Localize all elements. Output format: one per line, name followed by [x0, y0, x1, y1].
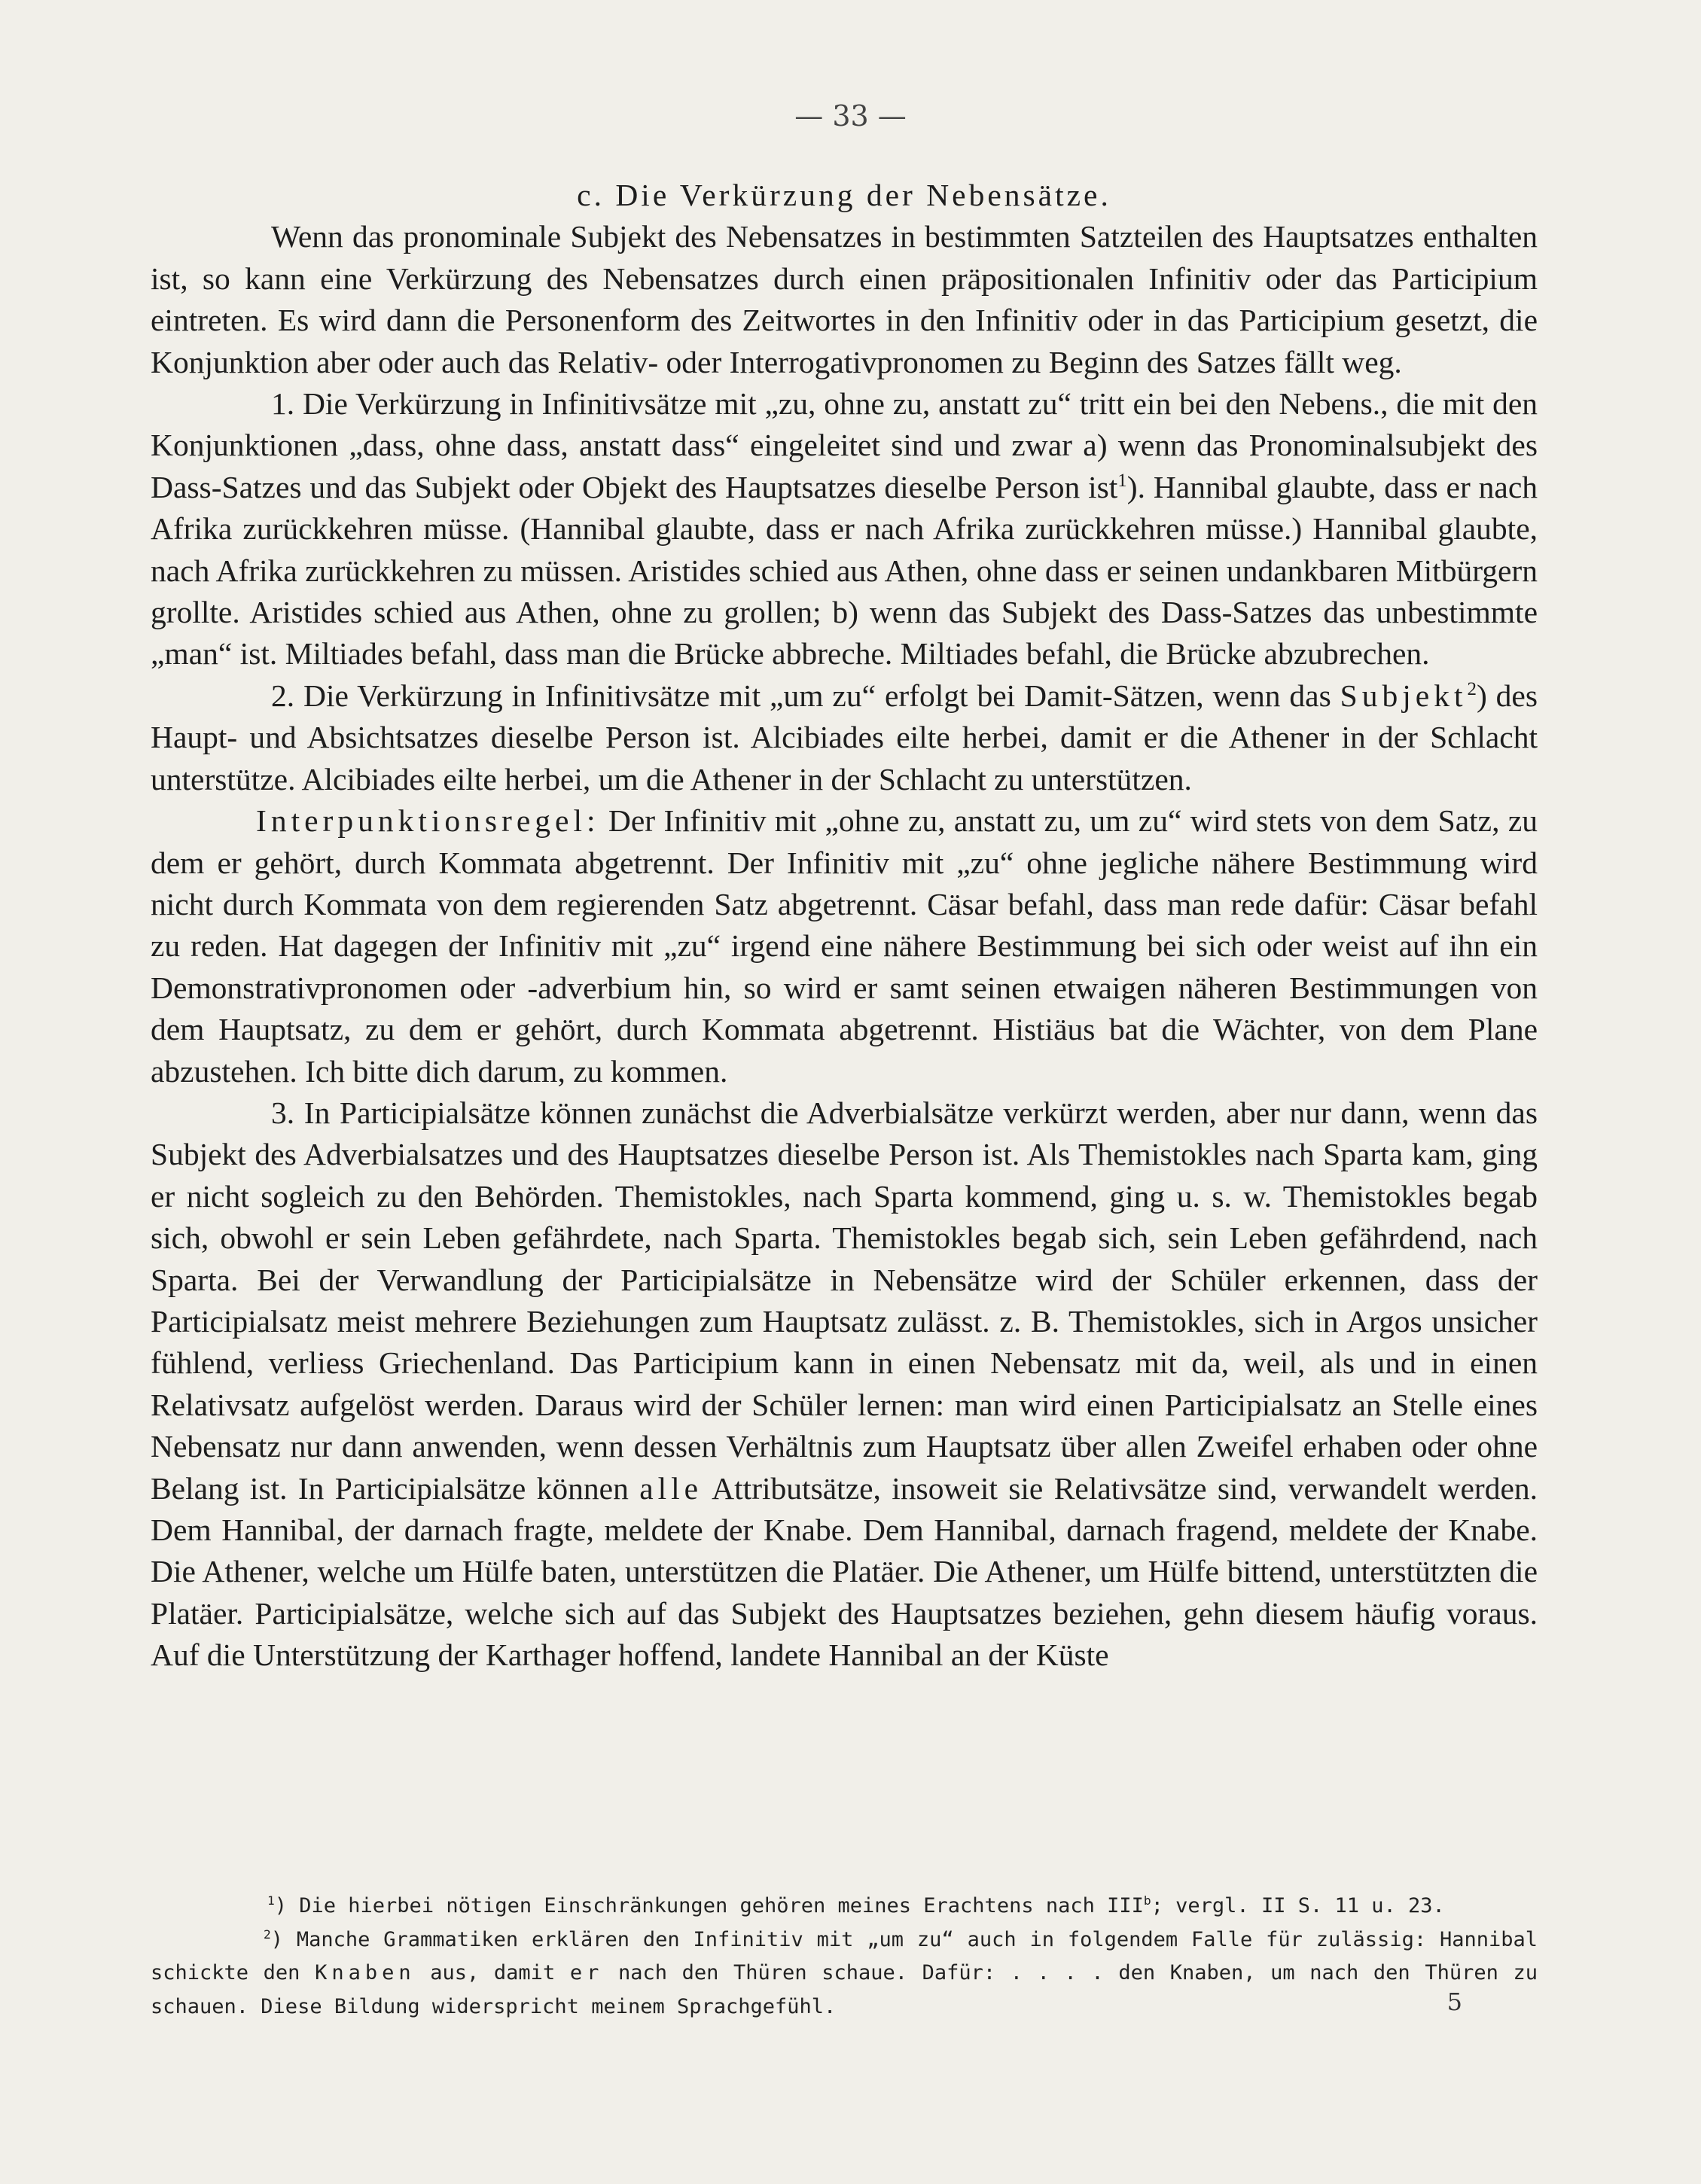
footnote-1-text-b: ; vergl. II S. 11 u. 23.: [1151, 1894, 1445, 1917]
footnote-ref-1: 1: [1117, 471, 1127, 492]
footnote-2-er: er: [569, 1961, 604, 1984]
footnotes: [151, 1890, 1538, 2024]
footnote-2-mark: 2: [264, 1927, 271, 1942]
paragraph-1: [151, 383, 1538, 675]
footnote-1-mark: 1: [267, 1893, 275, 1908]
paragraph-3-alle: alle: [639, 1470, 703, 1506]
main-text: [151, 175, 1538, 1677]
footnote-2: [151, 1924, 1538, 2024]
footnote-1: [151, 1890, 1538, 1924]
page-number: — 33 —: [794, 99, 907, 133]
footnote-1-text-a: ) Die hierbei nötigen Einschränkungen gehören meines Erachtens nach III: [274, 1894, 1144, 1917]
paragraph-1-text-b: ). Hannibal glaubte, dass er nach Afrika zurückkehren müsse. (Hannibal glaubte, dass er nach Afrika zurückkehren müsse.) Hannibal glaubte, nach Afrika zurückkehren zu müssen. Aristides schied aus Athen, ohne dass er seinen undankbaren Mitbürgern grollte. Aristides schied aus Athen, ohne zu grollen; b) wenn das Subjekt des Dass-Satzes das unbestimmte „man“ ist. Miltiades befahl, dass man die Brücke abbreche. Miltiades befahl, die Brücke abzubrechen.: [151, 469, 1538, 672]
footnote-2-text-b: aus, damit: [415, 1961, 556, 1984]
paragraph-2-subjekt: Subjekt: [1340, 678, 1468, 713]
paragraph-2: [151, 675, 1538, 800]
footnote-2-text-a: ) Manche Grammatiken erklären den Infinitiv mit „um zu“ auch in folgendem Falle für zulässig: Hannibal schickte den: [151, 1927, 1538, 1984]
footnote-2-text-c: nach den Thüren schaue. Dafür: . . . . den Knaben, um nach den Thüren zu schauen. Diese Bildung widerspricht meinem Sprachgefühl.: [151, 1961, 1538, 2018]
paragraph-3-text-b: Attributsätze, insoweit sie Relativsätze sind, verwandelt werden. Dem Hannibal, der darnach fragte, meldete der Knabe. Dem Hannibal, darnach fragend, meldete der Knabe. Die Athener, welche um Hülfe baten, unterstützen die Platäer. Die Athener, um Hülfe bittend, unterstützten die Platäer. Participialsätze, welche sich auf das Subjekt des Hauptsatzes beziehen, gehn diesem häufig voraus. Auf die Unterstützung der Karthager hoffend, landete Hannibal an der Küste: [151, 1470, 1538, 1673]
rule-text: Der Infinitiv mit „ohne zu, anstatt zu, um zu“ wird stets von dem Satz, zu dem er gehört, durch Kommata abgetrennt. Der Infinitiv mit „zu“ ohne jegliche nähere Bestimmung wird nicht durch Kommata von dem regierenden Satz abgetrennt. Cäsar befahl, dass man rede dafür: Cäsar befahl zu reden. Hat dagegen der Infinitiv mit „zu“ irgend eine nähere Bestimmung bei sich oder weist auf ihn ein Demonstrativpronomen oder -adverbium hin, so wird er samt seinen etwaigen näheren Bestimmungen von dem Hauptsatz, zu dem er gehört, durch Kommata abgetrennt. Histiäus bat die Wächter, von dem Plane abzustehen. Ich bitte dich darum, zu kommen.: [151, 803, 1538, 1089]
paragraph-3-text-a: 3. In Participialsätze können zunächst die Adverbialsätze verkürzt werden, aber nur dann, wenn das Subjekt des Adverbialsatzes und des Hauptsatzes dieselbe Person ist. Als Themistokles nach Sparta kam, ging er nicht sogleich zu den Behörden. Themistokles, nach Sparta kommend, ging u. s. w. Themistokles begab sich, obwohl er sein Leben gefährdete, nach Sparta. Themistokles begab sich, sein Leben gefährdend, nach Sparta. Bei der Verwandlung der Participialsätze in Nebensätze wird der Schüler erkennen, dass der Participialsatz meist mehrere Beziehungen zum Hauptsatz zulässt. z. B. Themistokles, sich in Argos unsicher fühlend, verliess Griechenland. Das Participium kann in einen Nebensatz mit da, weil, als und in einen Relativsatz aufgelöst werden. Daraus wird der Schüler lernen: man wird einen Participialsatz an Stelle eines Nebensatz nur dann anwenden, wenn dessen Verhältnis zum Hauptsatz über allen Zweifel erhaben oder ohne Belang ist. In Participialsätze können: [151, 1095, 1538, 1506]
paragraph-3: [151, 1092, 1538, 1677]
paragraph-1-text-a: 1. Die Verkürzung in Infinitivsätze mit „zu, ohne zu, anstatt zu“ tritt ein bei den Nebens., die mit den Konjunktionen „dass, ohne dass, anstatt dass“ eingeleitet sind und zwar a) wenn das Pronominalsubjekt des Dass-Satzes und das Subjekt oder Objekt des Hauptsatzes dieselbe Person ist: [151, 386, 1538, 504]
signature-mark: 5: [1446, 1988, 1462, 2016]
paragraph-rule: [151, 800, 1538, 1092]
paragraph-intro: Wenn das pronominale Subjekt des Nebensatzes in bestimmten Satzteilen des Hauptsatzes enthalten ist, so kann eine Verkürzung des Nebensatzes durch einen präpositionalen Infinitiv oder das Participium eintreten. Es wird dann die Personenform des Zeitwortes in den Infinitiv oder in das Participium gesetzt, die Konjunktion aber oder auch das Relativ- oder Interrogativpronomen zu Beginn des Satzes fällt weg.: [151, 219, 1538, 379]
paragraph-2-text-a: 2. Die Verkürzung in Infinitivsätze mit „um zu“ erfolgt bei Damit-Sätzen, wenn das: [271, 678, 1331, 713]
footnote-2-knaben: Knaben: [315, 1961, 416, 1984]
footnote-1-sup: b: [1143, 1893, 1151, 1908]
footnote-ref-2: 2: [1467, 679, 1477, 700]
paragraph-2-text-b: ) des Haupt- und Absichtsatzes dieselbe Person ist. Alcibiades eilte herbei, damit er die Athener in der Schlacht unterstütze. Alcibiades eilte herbei, um die Athener in der Schlacht zu unterstützen.: [151, 678, 1538, 797]
rule-label: Interpunktionsregel:: [256, 803, 600, 839]
section-heading: c. Die Verkürzung der Nebensätze.: [577, 178, 1111, 212]
